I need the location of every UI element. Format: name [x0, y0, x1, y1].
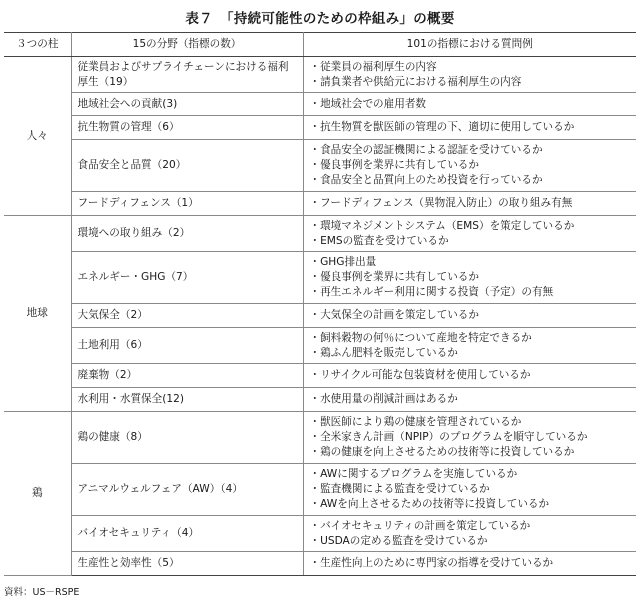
indicator-examples-cell [303, 57, 636, 93]
indicator-examples-cell [303, 412, 636, 464]
field-cell: 水利用・水質保全(12) [71, 388, 303, 412]
table-row [4, 57, 636, 93]
field-cell: 抗生物質の管理（6） [71, 116, 303, 140]
table-row [4, 192, 636, 216]
table-row [4, 252, 636, 304]
indicator-example: ・水使用量の削減計画はあるか [309, 393, 458, 405]
indicator-example: ・獣医師により鶏の健康を管理されているか [309, 416, 522, 428]
indicator-example: ・フードディフェンス（異物混入防止）の取り組み有無 [309, 197, 573, 209]
field-cell: 食品安全と品質（20） [71, 140, 303, 192]
indicator-example: ・再生エネルギー利用に関する投資（予定）の有無 [309, 286, 554, 298]
table-row [4, 516, 636, 552]
indicator-example: ・全米家きん計画（NPIP）のプログラムを順守しているか [309, 431, 588, 443]
indicator-examples-cell [303, 252, 636, 304]
indicator-example: ・飼料穀物の何％について産地を特定できるか [309, 331, 532, 344]
indicator-example: ・リサイクル可能な包装資材を使用しているか [309, 369, 531, 381]
table-row [4, 464, 636, 516]
indicator-examples-cell [303, 364, 636, 388]
indicator-example: ・大気保全の計画を策定しているか [309, 309, 479, 321]
indicator-examples-cell [303, 216, 636, 252]
indicator-example: ・監査機関による監査を受けているか [309, 483, 490, 495]
indicator-example: ・請負業者や供給元における福利厚生の内容 [309, 75, 522, 88]
indicator-example: ・鶏ふん肥料を販売しているか [309, 346, 458, 359]
indicator-example: ・優良事例を業界に共有しているか [309, 271, 479, 283]
indicator-example: ・EMSの監査を受けているか [309, 234, 449, 247]
table-row [4, 140, 636, 192]
field-cell: アニマルウェルフェア（AW）（4） [71, 464, 303, 516]
indicator-examples-cell [303, 552, 636, 576]
field-cell: バイオセキュリティ（4） [71, 516, 303, 552]
header-indicators: 101の指標における質問例 [303, 33, 636, 57]
indicator-examples-cell [303, 93, 636, 116]
indicator-example: ・AWを向上させるための技術等に投資しているか [309, 498, 550, 510]
field-cell: 地域社会への貢献(3) [71, 93, 303, 116]
table-row [4, 364, 636, 388]
indicator-example: ・抗生物質を獣医師の管理の下、適切に使用しているか [309, 121, 575, 133]
field-cell: エネルギー・GHG（7） [71, 252, 303, 304]
pillar-cell: 鶏 [4, 412, 71, 576]
indicator-examples-cell [303, 388, 636, 412]
header-fields: 15の分野（指標の数） [71, 33, 303, 57]
field-cell: 生産性と効率性（5） [71, 552, 303, 576]
indicator-example: ・USDAの定める監査を受けているか [309, 534, 488, 547]
header-pillars: ３つの柱 [4, 33, 71, 57]
indicator-example: ・鶏の健康を向上させるための技術等に投資しているか [309, 446, 575, 458]
indicator-example: ・地域社会での雇用者数 [309, 97, 427, 110]
table-title: 表７ 「持続可能性のための枠組み」の概要 [185, 11, 455, 27]
header-row [4, 33, 636, 57]
indicator-examples-cell [303, 304, 636, 328]
field-cell: 廃棄物（2） [71, 364, 303, 388]
indicator-examples-cell [303, 328, 636, 364]
indicator-example: ・GHG排出量 [309, 256, 377, 268]
table-row [4, 304, 636, 328]
field-cell: 大気保全（2） [71, 304, 303, 328]
indicator-example: ・優良事例を業界に共有しているか [309, 159, 479, 171]
table-row [4, 552, 636, 576]
indicator-example: ・食品安全の認証機関による認証を受けているか [309, 144, 543, 156]
pillar-cell: 地球 [4, 216, 71, 412]
pillar-cell: 人々 [4, 57, 71, 216]
indicator-example: ・バイオセキュリティの計画を策定しているか [309, 519, 531, 532]
field-cell: フードディフェンス（1） [71, 192, 303, 216]
table-row [4, 216, 636, 252]
indicator-examples-cell [303, 116, 636, 140]
indicator-example: ・AWに関するプログラムを実施しているか [309, 468, 518, 480]
indicator-example: ・食品安全と品質向上のため投資を行っているか [309, 174, 543, 186]
indicator-example: ・従業員の福利厚生の内容 [309, 60, 437, 73]
indicator-example: ・環境マネジメントシステム（EMS）を策定しているか [309, 219, 575, 232]
indicator-examples-cell [303, 140, 636, 192]
table-header [4, 33, 636, 57]
table-body [4, 57, 636, 576]
table-row [4, 93, 636, 116]
field-cell: 鶏の健康（8） [71, 412, 303, 464]
table-row [4, 328, 636, 364]
field-cell: 環境への取り組み（2） [71, 216, 303, 252]
indicator-examples-cell [303, 464, 636, 516]
table-row [4, 388, 636, 412]
field-cell: 土地利用（6） [71, 328, 303, 364]
table-row [4, 412, 636, 464]
indicator-example: ・生産性向上のために専門家の指導を受けているか [309, 557, 554, 569]
table-row [4, 116, 636, 140]
source-note: 資料：US－RSPE [4, 587, 80, 598]
indicator-examples-cell [303, 192, 636, 216]
framework-table [4, 32, 636, 576]
indicator-examples-cell [303, 516, 636, 552]
field-cell: 従業員およびサプライチェーンにおける福利厚生（19） [71, 57, 303, 93]
